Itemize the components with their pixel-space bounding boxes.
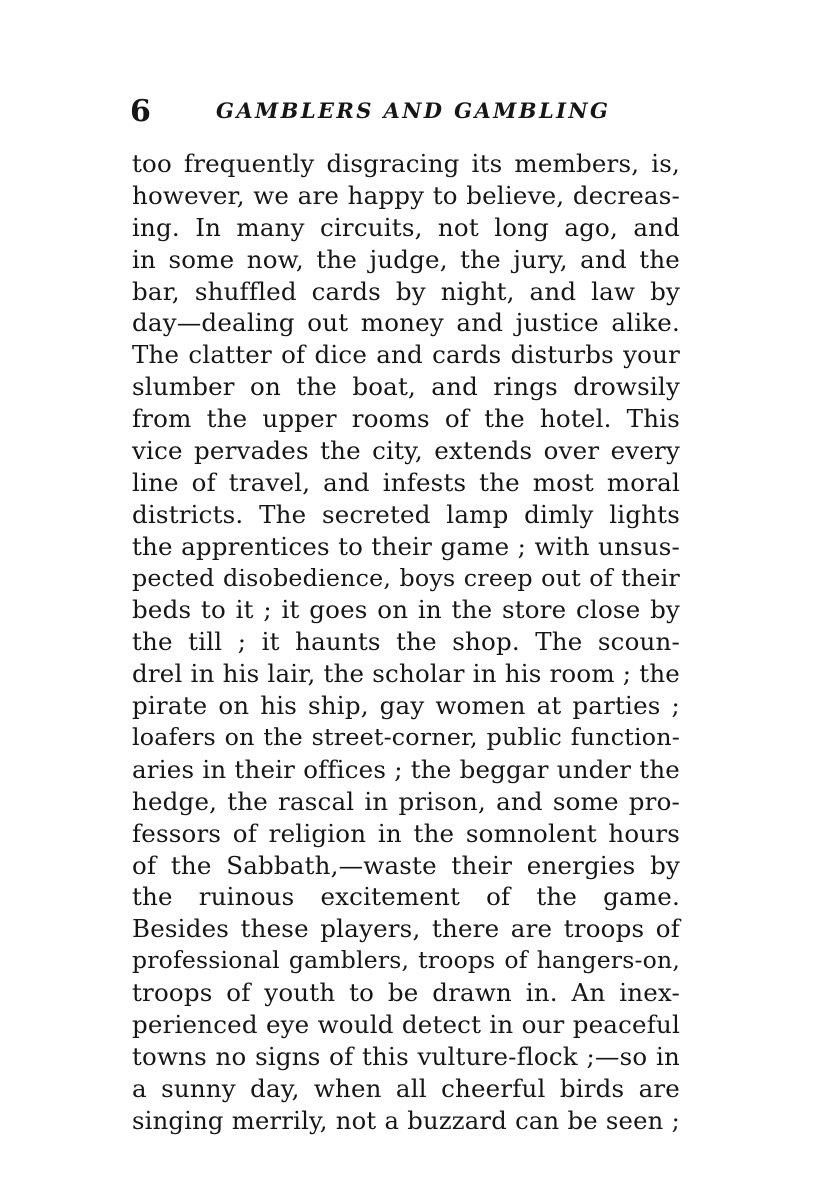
text-line: the till ; it haunts the shop. The scoun- [132,627,680,657]
text-line: aries in their offices ; the beggar under the [132,754,680,784]
text-line: singing merrily, not a buzzard can be seen ; [132,1105,680,1135]
text-line: pected disobedience, boys creep out of their [132,563,680,592]
text-line: bar, shuffled cards by night, and law by [132,276,680,306]
text-line: ing. In many circuits, not long ago, and [132,212,680,242]
text-line: Besides these players, there are troops of [132,914,680,944]
text-line: drel in his lair, the scholar in his room ; the [132,659,680,689]
text-line: of the Sabbath,—waste their energies by [132,850,680,880]
text-line: fessors of religion in the somnolent hours [132,818,680,848]
text-line: towns no signs of this vulture-flock ;—so in [132,1041,680,1071]
body-text [132,148,680,1137]
text-line: too frequently disgracing its members, is, [132,149,680,178]
text-line: pirate on his ship, gay women at parties ; [132,691,680,721]
text-line: vice pervades the city, extends over every [132,436,680,466]
running-title: GAMBLERS AND GAMBLING [216,98,611,123]
text-line: however, we are happy to believe, decreas- [132,180,680,210]
text-line: troops of youth to be drawn in. An inex- [132,978,680,1008]
text-line: line of travel, and infests the most moral [132,467,680,497]
text-line: slumber on the boat, and rings drowsily [132,372,680,402]
text-line: professional gamblers, troops of hangers-on, [132,946,680,975]
text-line: in some now, the judge, the jury, and the [132,244,680,274]
text-line: the apprentices to their game ; with unsus- [132,531,680,561]
text-line: districts. The secreted lamp dimly lights [132,499,680,529]
text-line: beds to it ; it goes on in the store close by [132,595,680,625]
text-line: day—dealing out money and justice alike. [132,308,680,338]
text-line: a sunny day, when all cheerful birds are [132,1073,680,1103]
running-header [130,92,690,132]
text-line: from the upper rooms of the hotel. This [132,404,680,434]
text-line: loafers on the street-corner, public function- [132,723,680,752]
page-number: 6 [130,94,151,129]
text-line: The clatter of dice and cards disturbs your [132,340,680,370]
text-line: the ruinous excitement of the game. [132,882,680,912]
text-line: perienced eye would detect in our peaceful [132,1010,680,1040]
text-line: hedge, the rascal in prison, and some pro- [132,786,680,816]
